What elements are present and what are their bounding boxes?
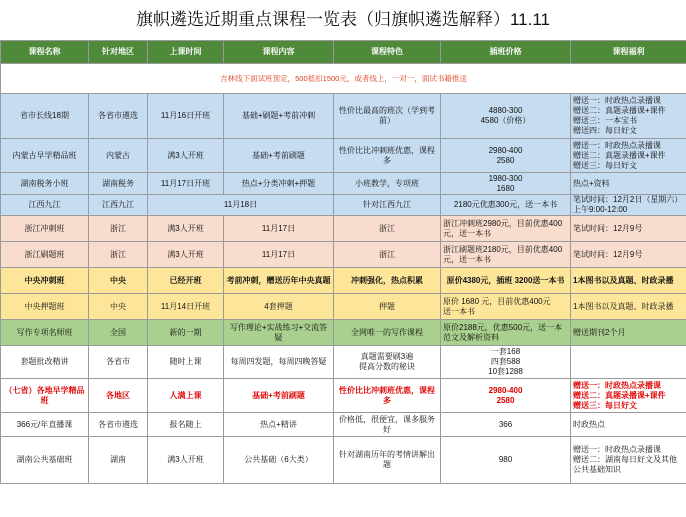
course-feature: 性价比最高的班次（学到考前）: [334, 94, 441, 139]
cell-line: 赠送一：时政热点录播课: [573, 96, 661, 105]
price: 浙江冲刺班2980元，目前优惠400元，送一本书: [441, 216, 571, 242]
course-feature: 全网唯一的写作课程: [334, 320, 441, 346]
region: 浙江: [89, 216, 148, 242]
course-name: 366元/年直播课: [1, 413, 89, 437]
class-time: 随时上课: [148, 346, 224, 379]
price: [441, 346, 571, 379]
class-time: 11月16日开班: [148, 94, 224, 139]
class-time: 满3人开班: [148, 437, 224, 484]
header-content: 课程内容: [224, 41, 334, 64]
header-price: 插班价格: [441, 41, 571, 64]
cell-line: 赠送三：一本宝书: [573, 116, 637, 125]
benefit: [571, 437, 686, 484]
page-title: 旗帜遴选近期重点课程一览表（归旗帜遴选解释）11.11: [135, 10, 551, 29]
course-name: 写作专项名师班: [1, 320, 89, 346]
table-row: [1, 294, 686, 320]
course-content: 11月17日: [224, 242, 334, 268]
course-name: 湖南公共基础班: [1, 437, 89, 484]
table-row: [1, 268, 686, 294]
course-content: 考前冲刺，赠送历年中央真题: [224, 268, 334, 294]
course-feature: 性价比比冲刺班优惠，课程多: [334, 379, 441, 413]
cell-line: 送一本书: [443, 306, 475, 316]
region: 各地区: [89, 379, 148, 413]
price: 980: [441, 437, 571, 484]
cell-line: 赠送二：真题录播课+课件: [573, 390, 666, 400]
class-time: 满3人开班: [148, 139, 224, 173]
course-feature: 冲刺强化，热点积累: [334, 268, 441, 294]
course-name: （七省）各地早学精品班: [1, 379, 89, 413]
course-content: 每周四发题，每周四晚答疑: [224, 346, 334, 379]
course-content: 公共基础（6大类）: [224, 437, 334, 484]
region: 中央: [89, 294, 148, 320]
price: [441, 379, 571, 413]
cell-line: 原价 1680 元，目前优惠400元: [443, 296, 551, 306]
cell-line: 2580: [496, 155, 515, 165]
class-time: 新的一期: [148, 320, 224, 346]
course-name: 中央冲刺班: [1, 268, 89, 294]
benefit: 笔试时间：12月2日（星期六）上午9:00-12:00: [571, 195, 686, 216]
course-content: 基础+考前刷题: [224, 139, 334, 173]
course-content: 写作理论+实战练习+交流答疑: [224, 320, 334, 346]
header-region: 针对地区: [89, 41, 148, 64]
course-feature: 浙江: [334, 242, 441, 268]
cell-line: 提高分数的秘诀: [359, 362, 415, 371]
region: 江西九江: [89, 195, 148, 216]
course-content: 4套押题: [224, 294, 334, 320]
course-name: 浙江刷题班: [1, 242, 89, 268]
cell-line: 真题需要刷3遍: [360, 352, 414, 361]
price: 2180元优惠300元，送一本书: [441, 195, 571, 216]
benefit: 时政热点: [571, 413, 686, 437]
course-feature: 性价比比冲刺班优惠，课程多: [334, 139, 441, 173]
region: 湖南: [89, 437, 148, 484]
region: 各省市遴选: [89, 94, 148, 139]
table-header-row: [1, 41, 686, 64]
benefit: 1本图书以及真题、时政录播: [571, 294, 686, 320]
region: 各省市遴选: [89, 413, 148, 437]
course-name: 省市长线18期: [1, 94, 89, 139]
cell-line: 赠送二：真题录播课+课件: [573, 106, 666, 115]
cell-line: 4580（价格）: [480, 116, 531, 125]
class-time: 满3人开班: [148, 216, 224, 242]
course-feature: 押题: [334, 294, 441, 320]
price: [441, 139, 571, 173]
price: 原价4380元，插班 3200送一本书: [441, 268, 571, 294]
class-time: 满3人开班: [148, 242, 224, 268]
price: 原价2188元，优惠500元，送一本范文及解析资料: [441, 320, 571, 346]
course-name: 中央押题班: [1, 294, 89, 320]
table-row: [1, 379, 686, 413]
benefit: 笔试时间：12月9号: [571, 216, 686, 242]
cell-line: 赠送三：每日好文: [573, 160, 637, 170]
benefit: [571, 346, 686, 379]
cell-line: 赠送一：时政热点录播课: [573, 380, 661, 390]
course-table: [0, 40, 686, 484]
course-content: 基础+考前刷题: [224, 379, 334, 413]
cell-line: 10套1288: [488, 367, 523, 376]
benefit: 1本图书以及真题、时政录播: [571, 268, 686, 294]
cell-line: 赠送四：每日好文: [573, 126, 637, 135]
table-row: [1, 320, 686, 346]
header-feature: 课程特色: [334, 41, 441, 64]
price: [441, 173, 571, 195]
header-benefit: 课程福利: [571, 41, 686, 64]
region: 浙江: [89, 242, 148, 268]
class-time: 11月14日开班: [148, 294, 224, 320]
table-row: [1, 437, 686, 484]
table-row: [1, 413, 686, 437]
cell-line: 赠送一：时政热点录播课: [573, 445, 661, 454]
price: [441, 294, 571, 320]
class-time: 11月17日开班: [148, 173, 224, 195]
table-row: [1, 346, 686, 379]
course-name: 浙江冲刺班: [1, 216, 89, 242]
course-name: 内蒙古早学精品班: [1, 139, 89, 173]
cell-line: 四套588: [490, 357, 521, 366]
course-feature: [334, 346, 441, 379]
course-feature: 针对湖南历年的考情讲解出题: [334, 437, 441, 484]
cell-line: 2980-400: [488, 385, 523, 395]
cell-line: 2980-400: [488, 145, 523, 155]
benefit: [571, 139, 686, 173]
benefit: 热点+资料: [571, 173, 686, 195]
cell-line: 赠送三：每日好文: [573, 400, 637, 410]
price: [441, 94, 571, 139]
course-content: 热点+精讲: [224, 413, 334, 437]
class-time: 人满上课: [148, 379, 224, 413]
header-course-name: 课程名称: [1, 41, 89, 64]
cell-line: 4880-300: [488, 106, 523, 115]
cell-line: 2580: [496, 395, 515, 405]
region: 内蒙古: [89, 139, 148, 173]
price: 浙江刷题班2180元，目前优惠400元，送一本书: [441, 242, 571, 268]
benefit: 笔试时间：12月9号: [571, 242, 686, 268]
course-feature: 浙江: [334, 216, 441, 242]
cell-line: 赠送二：湖南每日好文及其他公共基础知识: [573, 455, 677, 474]
region: 中央: [89, 268, 148, 294]
region: 湖南税务: [89, 173, 148, 195]
table-row: [1, 216, 686, 242]
benefit: [571, 94, 686, 139]
course-content: 热点+分类冲刺+押题: [224, 173, 334, 195]
cell-line: 赠送一：时政热点录播课: [573, 140, 661, 150]
cell-line: 1680: [496, 183, 515, 193]
table-row: [1, 242, 686, 268]
notice-row: [1, 64, 686, 94]
course-name: 江西九江: [1, 195, 89, 216]
course-content: 基础+刷题+考前冲刺: [224, 94, 334, 139]
course-content: 11月17日: [224, 216, 334, 242]
table-row: [1, 173, 686, 195]
notice-text: 吉林线下面试班预定，500抵扣1500元，或者线上，一对一，面试书籍推送: [1, 64, 686, 94]
course-feature: 小班教学，专项班: [334, 173, 441, 195]
class-time: 11月18日: [148, 195, 334, 216]
benefit: 赠送期刊2个月: [571, 320, 686, 346]
course-feature: 价格低，很便宜，课多服务好: [334, 413, 441, 437]
benefit: [571, 379, 686, 413]
course-name: 套题批改精讲: [1, 346, 89, 379]
table-row: [1, 139, 686, 173]
table-row: [1, 94, 686, 139]
header-time: 上课时间: [148, 41, 224, 64]
cell-line: 赠送二：真题录播课+课件: [573, 150, 666, 160]
class-time: 已经开班: [148, 268, 224, 294]
price: 366: [441, 413, 571, 437]
cell-line: 1980-300: [488, 173, 523, 183]
course-feature: 针对江西九江: [334, 195, 441, 216]
table-row: [1, 195, 686, 216]
cell-line: 一套168: [490, 347, 521, 356]
region: 各省市: [89, 346, 148, 379]
course-name: 湖南税务小班: [1, 173, 89, 195]
region: 全国: [89, 320, 148, 346]
class-time: 报名随上: [148, 413, 224, 437]
